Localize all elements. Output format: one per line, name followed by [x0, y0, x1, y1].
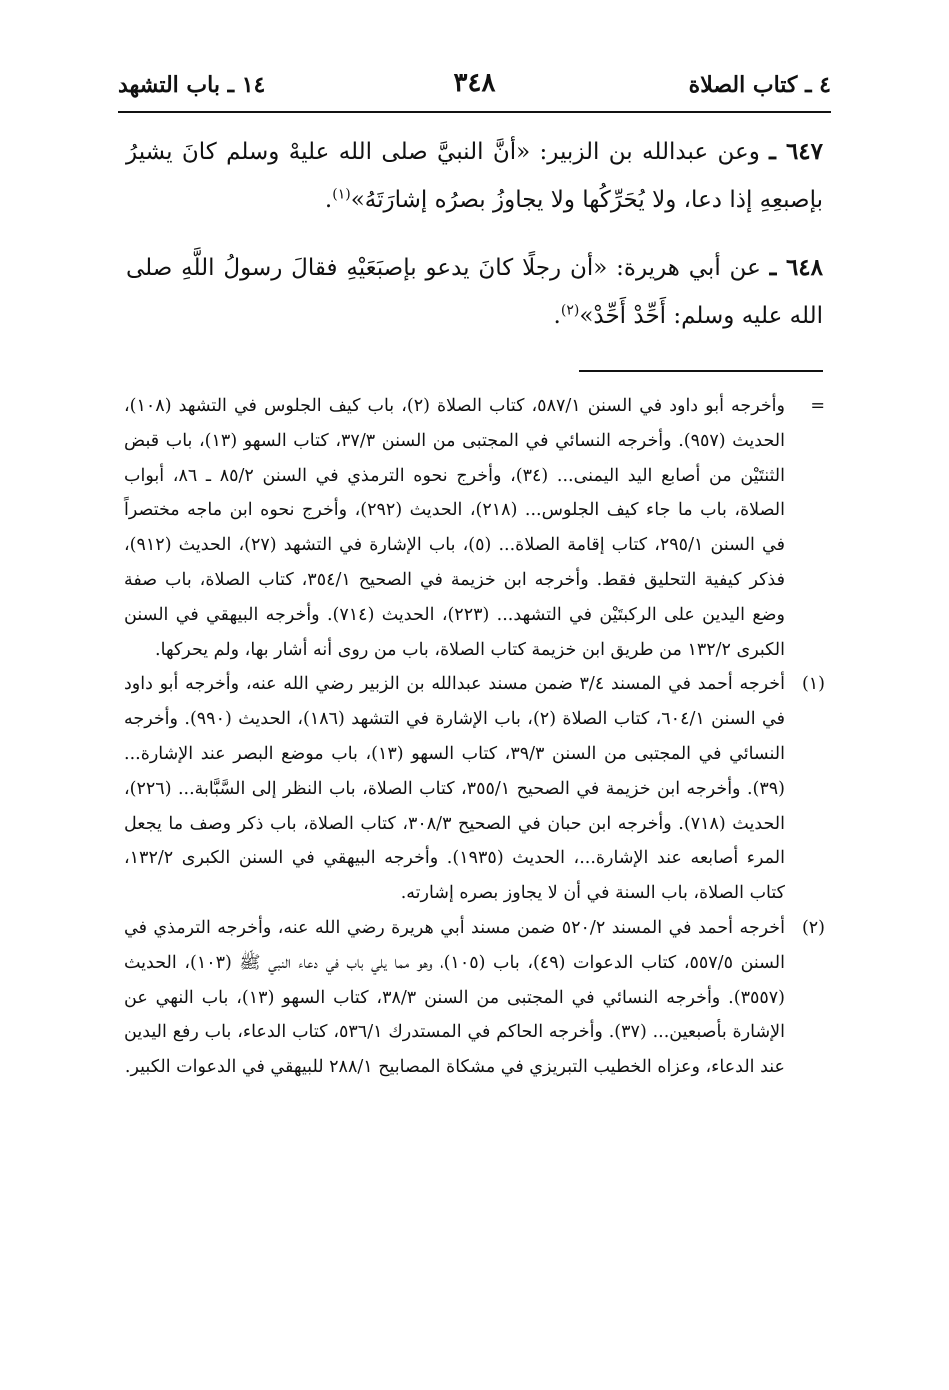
footnote-1: [124, 667, 825, 911]
chapter-title: ٤ ـ كتاب الصلاة: [688, 72, 831, 98]
footnote-2: [124, 911, 825, 1085]
continuation-mark: =: [810, 396, 825, 416]
header-rule: [118, 111, 831, 113]
footnote-text: أخرجه أحمد في المسند ٥٢٠/٢ ضمن مسند أبي هريرة رضي الله عنه، وأخرجه الترمذي في السنن ٥٥٧/٥، كتاب الدعوات (٤٩)، باب (١٠٥)، وهو مما يلي باب في دعاء النبي ﷺ (١٠٣)، الحديث (٣٥٥٧). وأخرجه النسائي في المجتبى من السنن ٣٨/٣، كتاب السهو (١٣)، باب النهي عن الإشارة بأصبعين... (٣٧). وأخرجه الحاكم في المستدرك ٥٣٦/١، كتاب الدعاء، باب رفع اليدين عند الدعاء، وعزاه الخطيب التبريزي في مشكاة المصابيح ٢٨٨/١ للبيهقي في الدعوات الكبير.: [124, 917, 785, 1078]
footnote-number: (٢): [801, 917, 825, 938]
hadith-number: ٦٤٧ ـ: [769, 138, 824, 165]
hadith-end: .: [324, 187, 333, 213]
footnote-ref[interactable]: (٢): [560, 302, 580, 319]
hadith-647: [126, 128, 823, 224]
footnote-separator: [579, 370, 823, 372]
hadith-648: [126, 244, 823, 340]
running-header: [118, 68, 831, 108]
footnote-number: (١): [801, 674, 825, 695]
section-title: ١٤ ـ باب التشهد: [118, 72, 266, 98]
footnote-ref[interactable]: (١): [332, 186, 351, 203]
page-number: ٣٤٨: [453, 68, 496, 98]
hadith-end: .: [553, 303, 561, 329]
hadith-number: ٦٤٨ ـ: [769, 254, 824, 281]
footnote-text: أخرجه أحمد في المسند ٣/٤ ضمن مسند عبدالله بن الزبير رضي الله عنه، وأخرجه أبو داود في السنن ٦٠٤/١، كتاب الصلاة (٢)، باب الإشارة في التشهد (١٨٦)، الحديث (٩٩٠). وأخرجه النسائي في المجتبى من السنن ٣٩/٣، كتاب السهو (١٣)، باب موضع البصر عند الإشارة... (٣٩). وأخرجه ابن خزيمة في الصحيح ٣٥٥/١، كتاب الصلاة، باب النظر إلى السَّبَّابة... (٢٢٦)، الحديث (٧١٨). وأخرجه ابن حبان في الصحيح ٣٠٨/٣، كتاب الصلاة، باب ذكر وصف ما يجعل المرء أصابعه عند الإشارة...، الحديث (١٩٣٥). وأخرجه البيهقي في السنن الكبرى ١٣٢/٢، كتاب الصلاة، باب السنة في أن لا يجاوز بصره إشارته.: [124, 674, 785, 904]
footnote-text: وأخرجه أبو داود في السنن ٥٨٧/١، كتاب الصلاة (٢)، باب كيف الجلوس في التشهد (١٠٨)، الحديث (٩٥٧). وأخرجه النسائي في المجتبى من السنن ٣٧/٣، كتاب السهو (١٣)، باب قبض الثنتَيْن من أصابع اليد اليمنى... (٣٤)، وأخرج نحوه الترمذي في السنن ٨٥/٢ ـ ٨٦، أبواب الصلاة، باب ما جاء كيف الجلوس... (٢١٨)، الحديث (٢٩٢)، وأخرج نحوه ابن ماجه مختصراً في السنن ٢٩٥/١، كتاب إقامة الصلاة... (٥)، باب الإشارة في التشهد (٢٧)، الحديث (٩١٢)، فذكر كيفية التحليق فقط. وأخرجه ابن خزيمة في الصحيح ٣٥٤/١، كتاب الصلاة، باب صفة وضع اليدين على الركبتَيْن في التشهد... (٢٢٣)، الحديث (٧١٤). وأخرجه البيهقي في السنن الكبرى ١٣٢/٢ من طريق ابن خزيمة كتاب الصلاة، باب من روى أنه أشار بها، ولم يحركها.: [124, 396, 785, 660]
footnote-continuation: [124, 389, 825, 667]
footnotes: [124, 389, 825, 1085]
hadith-text: عن أبي هريرة: «أن رجلًا كانَ يدعو بإصبَعَيْهِ فقالَ رسولُ اللَّهِ صلى الله عليه وسلم: أَحِّدْ أَحِّدْ»: [126, 255, 823, 329]
hadith-text: وعن عبدالله بن الزبير: «أنَّ النبيَّ صلى الله عليهْ وسلم كانَ يشيرُ بإصبعِهِ إذا دعا، ولا يُحَرِّكُها ولا يجاوزُ بصرُه إشارَتَهُ»: [126, 139, 823, 213]
